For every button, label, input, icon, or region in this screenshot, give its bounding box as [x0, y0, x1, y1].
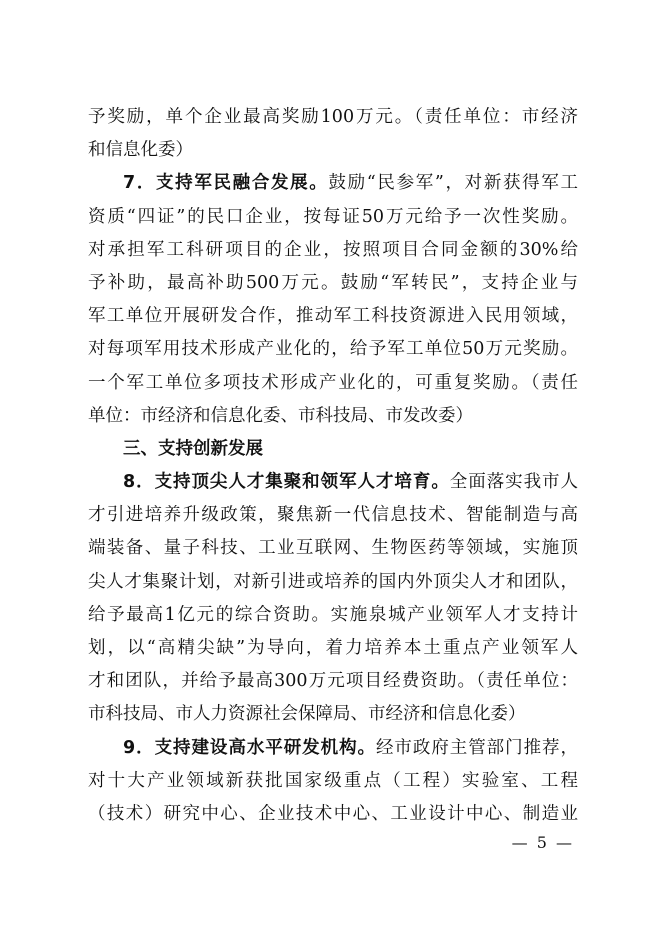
text-line — [88, 466, 578, 499]
item-9-heading: 9．支持建设高水平研发机构。 — [123, 737, 376, 758]
text-line: 才引进培养升级政策，聚焦新一代信息技术、智能制造与高 — [88, 505, 578, 526]
item-7-heading: 7．支持军民融合发展。 — [123, 173, 329, 194]
item-9-text: 经市政府主管部门推荐， — [375, 737, 578, 758]
text-line: 军工单位开展研发合作，推动军工科技资源进入民用领域， — [88, 306, 578, 327]
text-line: 对十大产业领域新获批国家级重点（工程）实验室、工程 — [88, 770, 578, 791]
page-number: — 5 — — [511, 833, 574, 852]
text-line: 和信息化委） — [88, 140, 193, 161]
item-7-text: 鼓励“民参军”，对新获得军工 — [328, 173, 578, 194]
text-line: 予奖励，单个企业最高奖励100万元。（责任单位：市经济 — [88, 107, 578, 127]
text-line: 予补助，最高补助500万元。鼓励“军转民”，支持企业与 — [88, 272, 578, 293]
text-line — [88, 732, 578, 765]
item-8-text: 全面落实我市人 — [449, 472, 578, 493]
text-line: 市科技局、市人力资源社会保障局、市经济和信息化委） — [88, 704, 526, 725]
text-line: 资质“四证”的民口企业，按每证50万元给予一次性奖励。 — [88, 206, 578, 227]
text-line: 才和团队，并给予最高300万元项目经费资助。（责任单位： — [88, 671, 578, 692]
text-line: （技术）研究中心、企业技术中心、工业设计中心、制造业 — [88, 803, 578, 824]
text-line: 单位：市经济和信息化委、市科技局、市发改委） — [88, 405, 473, 426]
text-line: 尖人才集聚计划，对新引进或培养的国内外顶尖人才和团队， — [88, 571, 578, 592]
text-line — [88, 167, 578, 200]
text-line: 对承担军工科研项目的企业，按照项目合同金额的30%给 — [88, 239, 578, 260]
text-line: 端装备、量子科技、工业互联网、生物医药等领域，实施顶 — [88, 538, 578, 559]
text-line: 划，以“高精尖缺”为导向，着力培养本土重点产业领军人 — [88, 638, 578, 658]
section-heading: 三、支持创新发展 — [123, 438, 263, 459]
item-8-heading: 8．支持顶尖人才集聚和领军人才培育。 — [123, 472, 450, 493]
text-line: 给予最高1亿元的综合资助。实施泉城产业领军人才支持计 — [88, 604, 578, 625]
text-line: 对每项军用技术形成产业化的，给予军工单位50万元奖励。 — [88, 339, 578, 360]
body-text — [88, 101, 578, 831]
text-line: 一个军工单位多项技术形成产业化的，可重复奖励。（责任 — [88, 372, 578, 393]
